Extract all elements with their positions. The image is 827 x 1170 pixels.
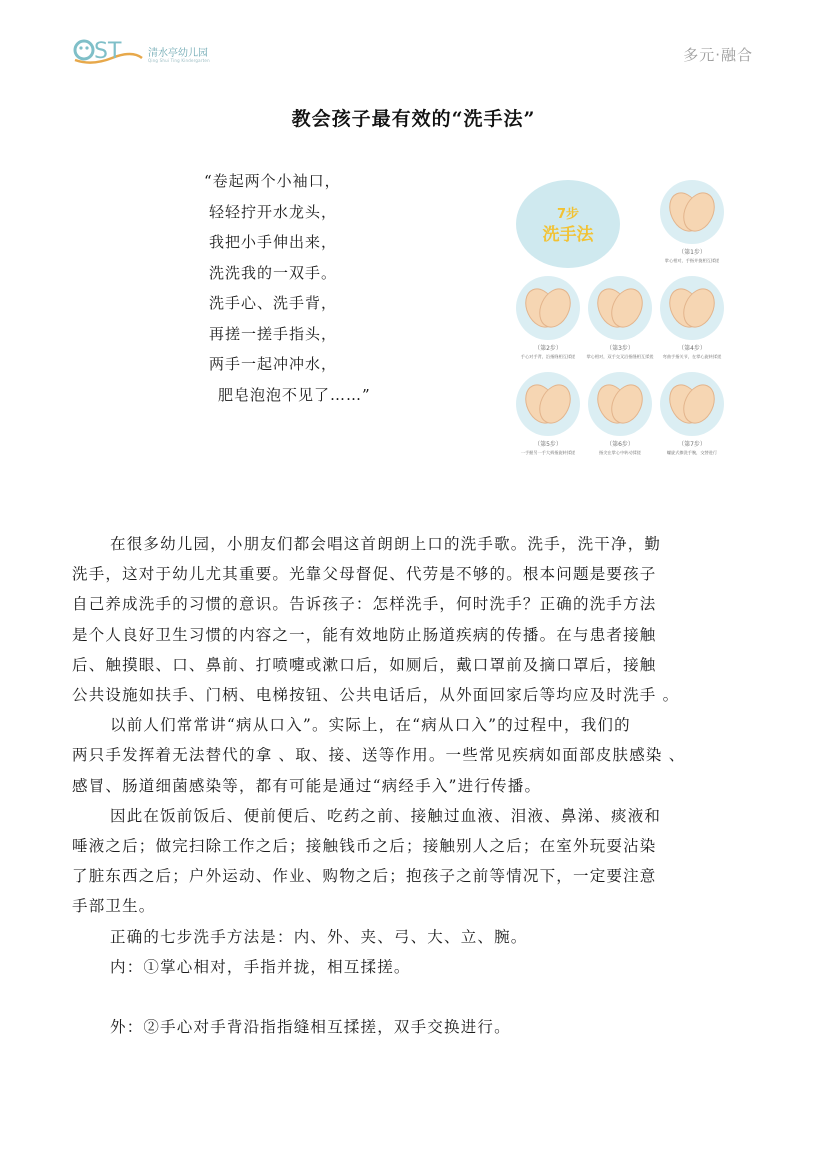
step-description: 弯曲手指关节，在掌心旋转揉搓 [662, 354, 722, 359]
poem-line: 洗手心、洗手背， [209, 294, 338, 312]
handwashing-step-3 [586, 276, 654, 360]
heading-title: 洗手法 [542, 225, 594, 245]
step-label: （第4步） [678, 345, 706, 352]
body-line: 洗手，这对于幼儿尤其重要。光靠父母督促、代劳是不够的。根本问题是要孩子 [72, 565, 657, 584]
step-description: 手心对手背，沿指缝相互揉搓 [520, 354, 576, 359]
logo-letters: ST [94, 39, 122, 64]
step-label: （第5步） [534, 441, 562, 448]
heading-bubble [516, 180, 620, 268]
handwashing-step-4 [660, 276, 724, 360]
header-slogan: 多元·融合 [683, 46, 753, 64]
handwashing-step-6 [588, 372, 652, 456]
step-label: （第7步） [678, 441, 706, 448]
paragraph-gap [72, 982, 772, 1012]
body-line: 感冒、肠道细菌感染等，都有可能是通过“病经手入”进行传播。 [72, 776, 542, 795]
poem-line: “卷起两个小袖口， [204, 172, 341, 190]
step-description: 指尖在掌心中转动揉搓 [599, 450, 641, 455]
step-description: 掌心相对，手指并拢相互揉搓 [664, 258, 720, 263]
logo-subtitle: Qing Shui Ting Kindergarten [148, 58, 210, 63]
body-line: 后、触摸眼、口、鼻前、打喷嚏或漱口后，如厕后，戴口罩前及摘口罩后，接触 [72, 655, 657, 674]
body-line: 内：①掌心相对，手指并拢，相互揉搓。 [110, 957, 411, 976]
kindergarten-logo [72, 36, 232, 70]
body-line: 是个人良好卫生习惯的内容之一，能有效地防止肠道疾病的传播。在与患者接触 [72, 625, 657, 644]
poem-line: 洗洗我的一双手。 [209, 263, 338, 282]
body-line: 在很多幼儿园，小朋友们都会唱这首朗朗上口的洗手歌。洗手，洗干净，勤 [110, 535, 662, 553]
handwashing-song [204, 166, 371, 410]
body-line: 两只手发挥着无法替代的拿 、取、接、送等作用。一些常见疾病如面部皮肤感染 、 [72, 746, 686, 765]
body-line: 唾液之后；做完扫除工作之后；接触钱币之后；接触别人之后；在室外玩耍沾染 [72, 837, 657, 856]
handwashing-step-5 [516, 372, 580, 456]
body-line: 外：②手心对手背沿指指缝相互揉搓，双手交换进行。 [110, 1018, 511, 1037]
step-description: 一手握另一手大拇指旋转揉搓 [520, 450, 576, 455]
body-line: 正确的七步洗手方法是：内、外、夹、弓、大、立、腕。 [110, 927, 528, 946]
body-line: 自己养成洗手的习惯的意识。告诉孩子：怎样洗手，何时洗手？正确的洗手方法 [72, 595, 657, 614]
heading-step-count: 7步 [556, 207, 580, 222]
step-label: （第1步） [678, 249, 706, 256]
handwashing-step-2 [516, 276, 580, 360]
step-label: （第2步） [534, 345, 562, 352]
seven-step-handwashing-illustration [514, 178, 726, 464]
logo-mark-icon [72, 36, 144, 70]
body-line: 手部卫生。 [72, 897, 156, 916]
step-description: 螺旋式擦洗手腕，交替进行 [666, 450, 718, 455]
step-label: （第3步） [606, 345, 634, 352]
poem-line: 两手一起冲冲水， [209, 355, 338, 373]
poem-line: 肥皂泡泡不见了……” [218, 385, 371, 404]
article-title: 教会孩子最有效的“洗手法” [291, 108, 536, 130]
body-line: 因此在饭前饭后、便前便后、吃药之前、接触过血液、泪液、鼻涕、痰液和 [110, 806, 662, 825]
handwashing-step-1 [660, 180, 724, 264]
article-body [72, 529, 772, 1042]
poem-line: 再搓一搓手指头， [209, 324, 338, 343]
handwashing-step-7 [660, 372, 724, 456]
step-label: （第6步） [606, 441, 634, 448]
body-line: 了脏东西之后；户外运动、作业、购物之后；抱孩子之前等情况下，一定要注意 [72, 867, 657, 886]
poem-line: 我把小手伸出来， [209, 233, 338, 251]
page-header [0, 0, 827, 80]
handwashing-steps-svg [514, 178, 726, 464]
body-line: 公共设施如扶手、门柄、电梯按钮、公共电话后，从外面回家后等均应及时洗手 。 [72, 686, 680, 705]
step-description: 掌心相对，双手交叉沿指缝相互揉搓 [586, 354, 654, 359]
body-line: 以前人们常常讲“病从口入”。实际上，在“病从口入”的过程中，我们的 [110, 716, 631, 735]
logo-name: 清水亭幼儿园 [148, 48, 208, 59]
poem-line: 轻轻拧开水龙头， [209, 202, 338, 221]
